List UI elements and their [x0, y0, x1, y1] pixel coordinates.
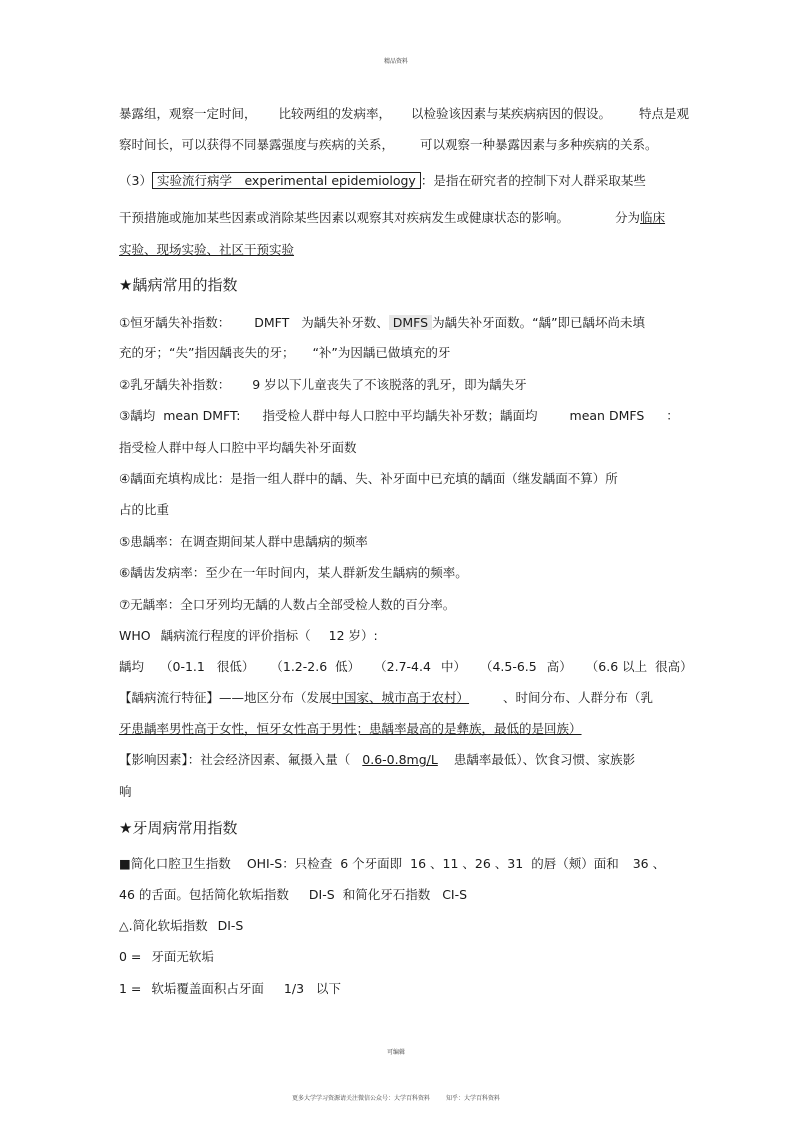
- text-line: （3） 实验流行病学 experimental epidemiology ：是指在研究者的控制下对人群采取某些: [119, 173, 646, 188]
- text-line: 【龋病流行特征】——地区分布（发展中国家、城市高于农村） 、时间分布、人群分布（乳: [119, 690, 654, 705]
- text-line: ⑥龋齿发病率：至少在一年时间内，某人群新发生龋病的频率。: [119, 565, 468, 580]
- text-line: ②乳牙龋失补指数： 9 岁以下儿童丧失了不该脱落的乳牙，即为龋失牙: [119, 377, 527, 392]
- text-line: 0 = 牙面无软垢: [119, 949, 214, 964]
- text-line: 察时间长，可以获得不同暴露强度与疾病的关系， 可以观察一种暴露因素与多种疾病的关系。: [119, 137, 658, 152]
- footer-zhihu-note: 知乎：大学百科资料: [446, 1095, 501, 1102]
- text-line: 实验、现场实验、社区干预实验: [119, 242, 295, 257]
- text-line: 占的比重: [119, 502, 170, 517]
- text-line: ③龋均 mean DMFT: 指受检人群中每人口腔中平均龋失补牙数；龋面均 mean DMFS ：: [119, 408, 679, 423]
- page-footer-credits: [0, 1093, 792, 1102]
- text-line: 龋均 （0-1.1 很低） （1.2-2.6 低） （2.7-4.4 中） （4.5-6.5 高） （6.6 以上 很高）: [119, 659, 693, 674]
- text-line: 指受检人群中每人口腔中平均龋失补牙面数: [119, 440, 357, 455]
- text-line: △.简化软垢指数 DI-S: [119, 918, 244, 933]
- page-footer-editable: 可编辑: [386, 1049, 405, 1056]
- section-heading: ★龋病常用的指数: [119, 276, 238, 294]
- text-line: 牙患龋率男性高于女性，恒牙女性高于男性；患龋率最高的是彝族，最低的是回族）: [119, 721, 582, 736]
- text-line: 46 的舌面。包括简化软垢指数 DI-S 和简化牙石指数 CI-S: [119, 887, 468, 902]
- text-line: 充的牙；“失”指因龋丧失的牙； “补”为因龋已做填充的牙: [119, 345, 451, 360]
- text-line: 暴露组，观察一定时间， 比较两组的发病率， 以检验该因素与某疾病病因的假设。 特点是观: [119, 106, 690, 121]
- text-line: WHO 龋病流行程度的评价指标（ 12 岁）:: [119, 628, 378, 643]
- text-line: 1 = 软垢覆盖面积占牙面 1/3 以下: [119, 981, 342, 996]
- text-line: ■简化口腔卫生指数 OHI-S：只检查 6 个牙面即 16 、11 、26 、31 的唇（颊）面和 36 、: [119, 856, 666, 871]
- footer-wechat-note: 更多大学学习资源请关注微信公众号：大学百科资料: [291, 1095, 430, 1102]
- page-header: 精品资料: [383, 58, 408, 65]
- text-line: ①恒牙龋失补指数： DMFT 为龋失补牙数、 DMFS 为龋失补牙面数。“龋”即已龋坏尚未填: [119, 315, 646, 330]
- section-heading: ★牙周病常用指数: [119, 819, 238, 837]
- highlighted-term: DMFS: [389, 315, 432, 330]
- term-box: 实验流行病学 experimental epidemiology: [152, 172, 421, 189]
- text-line: 干预措施或施加某些因素或消除某些因素以观察其对疾病发生或健康状态的影响。 分为临床: [119, 210, 666, 225]
- text-line: ⑦无龋率：全口牙列均无龋的人数占全部受检人数的百分率。: [119, 597, 456, 612]
- text-line: 响: [119, 784, 132, 799]
- text-line: ⑤患龋率：在调查期间某人群中患龋病的频率: [119, 534, 368, 549]
- text-line: ④龋面充填构成比：是指一组人群中的龋、失、补牙面中已充填的龋面（继发龋面不算）所: [119, 471, 618, 486]
- text-line: 【影响因素】：社会经济因素、氟摄入量（ 0.6-0.8mg/L 患龋率最低）、饮食习惯、家族影: [119, 752, 636, 767]
